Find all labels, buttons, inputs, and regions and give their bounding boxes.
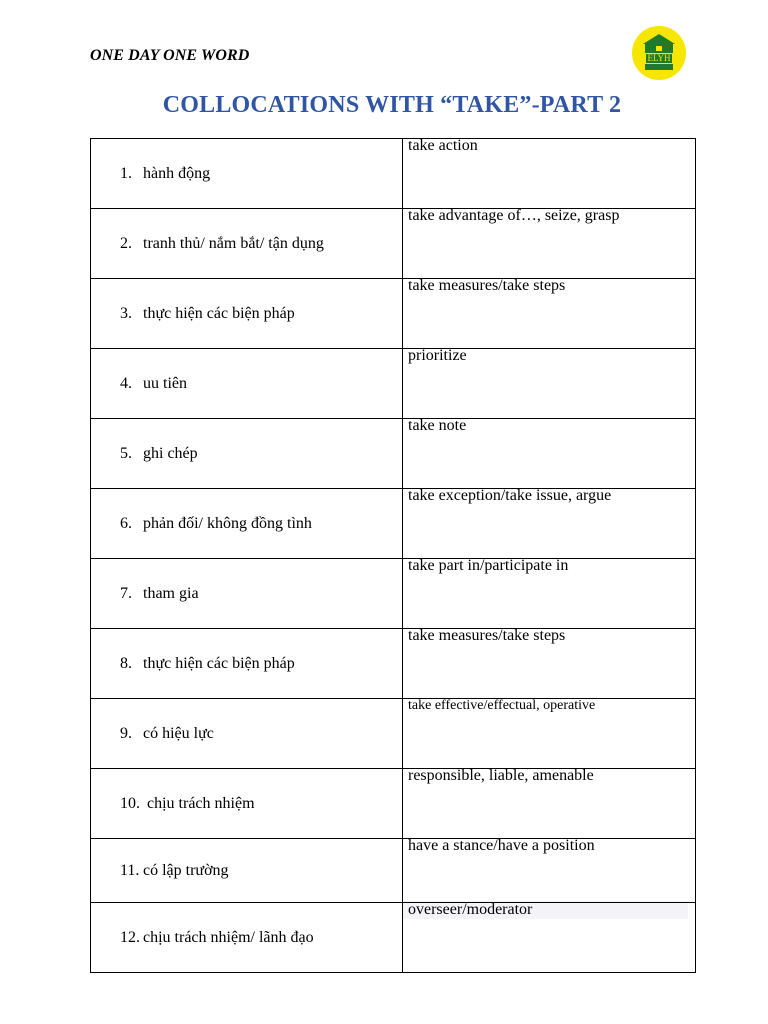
vietnamese-cell (91, 629, 403, 699)
vietnamese-cell (91, 209, 403, 279)
series-label: ONE DAY ONE WORD (90, 47, 250, 64)
row-number: 8. (120, 654, 132, 672)
row-number: 2. (120, 234, 132, 252)
english-cell (403, 419, 696, 489)
vietnamese-term: ghi chép (143, 444, 198, 462)
english-term: take exception/take issue, argue (408, 487, 612, 504)
row-number: 12. (120, 928, 140, 946)
english-cell (403, 349, 696, 419)
table-row (91, 489, 696, 559)
english-cell (403, 279, 696, 349)
english-term: responsible, liable, amenable (408, 767, 594, 784)
vietnamese-term: có hiệu lực (143, 724, 214, 742)
english-cell (403, 489, 696, 559)
vietnamese-cell (91, 279, 403, 349)
vietnamese-cell (91, 699, 403, 769)
vietnamese-term: tranh thủ/ nắm bắt/ tận dụng (143, 234, 324, 252)
vietnamese-cell (91, 839, 403, 903)
vietnamese-term: tham gia (143, 584, 199, 602)
english-term: take note (408, 417, 467, 434)
table-row (91, 419, 696, 489)
vietnamese-term: hành động (143, 164, 211, 182)
table-row (91, 559, 696, 629)
english-term: take action (408, 137, 478, 154)
vietnamese-term: chịu trách nhiệm (147, 794, 255, 812)
vietnamese-cell (91, 769, 403, 839)
table-row (91, 699, 696, 769)
english-cell (403, 769, 696, 839)
vietnamese-term: uu tiên (143, 374, 187, 392)
english-term: overseer/moderator (403, 901, 688, 919)
vietnamese-term: phản đối/ không đồng tình (143, 514, 312, 532)
row-number: 11. (120, 861, 140, 879)
vietnamese-term: thực hiện các biện pháp (143, 304, 295, 322)
vietnamese-cell (91, 559, 403, 629)
page-title: COLLOCATIONS WITH “TAKE”-PART 2 (162, 92, 622, 118)
house-icon (644, 34, 674, 72)
english-term: take measures/take steps (408, 277, 566, 294)
row-number: 9. (120, 724, 132, 742)
table-row (91, 349, 696, 419)
table-row (91, 903, 696, 973)
english-term: take advantage of…, seize, grasp (408, 207, 620, 224)
table-row (91, 839, 696, 903)
english-cell (403, 903, 696, 973)
row-number: 5. (120, 444, 132, 462)
row-number: 7. (120, 584, 132, 602)
table-row (91, 769, 696, 839)
row-number: 6. (120, 514, 132, 532)
english-cell (403, 139, 696, 209)
vietnamese-term: chịu trách nhiệm/ lãnh đạo (143, 928, 314, 946)
english-term: take part in/participate in (408, 557, 569, 574)
english-term: prioritize (408, 347, 467, 364)
row-number: 4. (120, 374, 132, 392)
logo-text: ELYH (647, 53, 671, 63)
english-cell (403, 559, 696, 629)
english-term: have a stance/have a position (408, 837, 595, 854)
english-cell (403, 209, 696, 279)
english-term: take measures/take steps (408, 627, 566, 644)
vocabulary-table (90, 138, 696, 973)
logo (632, 26, 686, 80)
english-cell (403, 629, 696, 699)
vietnamese-term: thực hiện các biện pháp (143, 654, 295, 672)
vietnamese-cell (91, 489, 403, 559)
vietnamese-term: có lập trường (143, 861, 229, 879)
vietnamese-cell (91, 903, 403, 973)
vietnamese-cell (91, 419, 403, 489)
table-row (91, 139, 696, 209)
vietnamese-cell (91, 349, 403, 419)
vietnamese-cell (91, 139, 403, 209)
row-number: 3. (120, 304, 132, 322)
english-cell (403, 699, 696, 769)
english-term: take effective/effectual, operative (408, 698, 596, 713)
row-number: 1. (120, 164, 132, 182)
row-number: 10. (120, 794, 140, 812)
table-row (91, 209, 696, 279)
english-cell (403, 839, 696, 903)
table-row (91, 279, 696, 349)
table-row (91, 629, 696, 699)
